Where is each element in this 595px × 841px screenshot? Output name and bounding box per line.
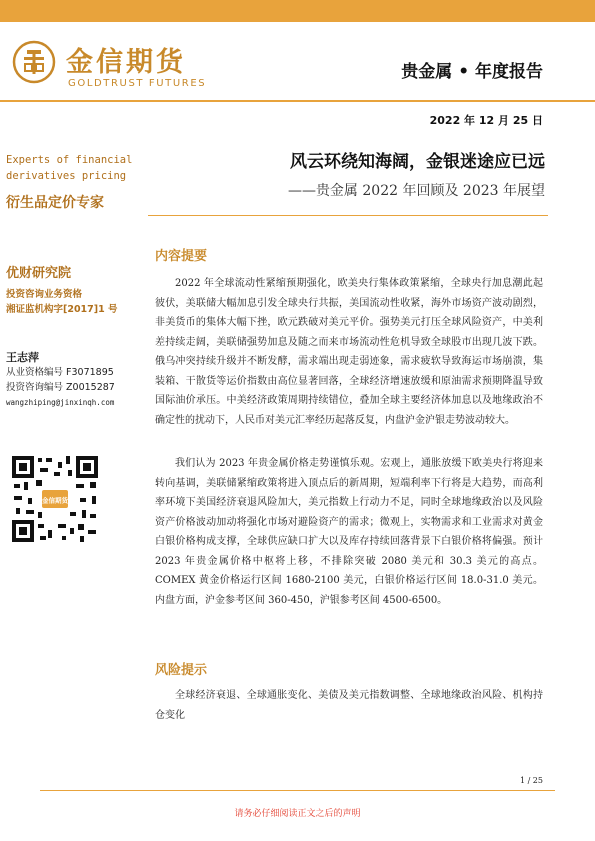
analyst-license-2: 投资咨询编号 Z0015287 [6, 382, 115, 393]
page-header [0, 22, 595, 100]
footer-divider [40, 790, 555, 791]
logo-icon [12, 40, 56, 84]
summary-paragraph-1: 2022 年全球流动性紧缩预期强化，欧美央行集体政策紧缩，全球央行加息潮此起彼伏，美联储大幅加息引发全球央行共振，美国流动性收紧，海外市场资产波动剧烈，非美货币的集体大幅下挫，欧元跌破对美元平价。强势美元打压全球风险资产，中美利差持续走阔，美联储强势加息及随之而来市场流动性危机导致全球股市出现几波下跌。俄乌冲突持续升级并不断发酵，需求端出现走弱迹象，需求疲软导致海运市场崩溃，集装箱、干散货等运价指数由高位显著回落，全球经济增速放缓和原油需求预期降温导致国际油价承压。中美经济政策周期持续错位，叠加全球主要经济体加息以及地缘政治不确定性的扰动下，人民币对美元汇率经历起落反复，内盘沪金沪银走势波动较大。 [155, 278, 543, 426]
summary-heading: 内容提要 [155, 249, 208, 264]
analyst-email[interactable]: wangzhiping@jinxinqh.com [6, 398, 115, 407]
logo-text-en: GOLDTRUST FUTURES [68, 78, 207, 89]
risk-heading: 风险提示 [155, 663, 208, 678]
qualification-line-1: 投资咨询业务资格 [6, 289, 83, 300]
header-divider [0, 100, 595, 102]
qualification-line-2: 湘证监机构字[2017]1 号 [6, 304, 118, 315]
sidebar-tagline [6, 152, 141, 212]
qr-caption: 金信期货 [42, 496, 68, 505]
report-subtitle: ——贵金属 2022 年回顾及 2023 年展望 [287, 183, 545, 199]
tagline-en-line-1: Experts of financial [6, 154, 133, 166]
report-title: 风云环绕知海阔，金银迷途应已远 [290, 152, 545, 172]
disclaimer-link[interactable]: 请务必仔细阅读正文之后的声明 [234, 809, 361, 819]
tagline-en-line-2: derivatives pricing [6, 170, 127, 182]
tagline-cn: 衍生品定价专家 [6, 195, 104, 211]
institute-name: 优财研究院 [6, 266, 72, 281]
summary-paragraph-2: 我们认为 2023 年贵金属价格走势谨慎乐观。宏观上，通胀放缓下欧美央行将迎来转向基调，美联储紧缩政策将进入顶点后的新周期，短端利率下行将是大趋势，而高利率环境下美国经济衰退风险加大，美元指数上行动力不足，同时全球地缘政治以及风险资产价格波动加动将强化市场对避险资产的需求；微观上，实物需求和工业需求对黄金白银价格构成支撑，全球供应缺口扩大以及库存持续回落背景下白银价格将偏强。预计 2023 年贵金属价格中枢将上移，不排除突破 2080 美元和 30.3 美元的高点。COMEX 黄金价格运行区间 1680-2100 美元，白银价格运行区间 18.0-31.0 美元。内盘方面，沪金参考区间 360-450，沪银参考区间 4500-6500。 [155, 458, 543, 606]
qualification [6, 287, 118, 317]
report-type: 贵金属 • 年度报告 [401, 62, 543, 82]
analyst-license-1: 从业资格编号 F3071895 [6, 367, 114, 378]
report-date: 2022 年 12 月 25 日 [429, 114, 543, 127]
risk-text: 全球经济衰退、全球通胀变化、美债及美元指数调整、全球地缘政治风险、机构持仓变化 [155, 690, 543, 721]
title-divider [148, 215, 548, 216]
analyst-info [6, 350, 115, 410]
logo-text-cn: 金信期货 [66, 47, 186, 78]
qr-code-icon[interactable] [10, 454, 100, 544]
page-number: 1 / 25 [519, 776, 543, 785]
top-accent-bar [0, 0, 595, 22]
analyst-name: 王志萍 [6, 351, 39, 364]
